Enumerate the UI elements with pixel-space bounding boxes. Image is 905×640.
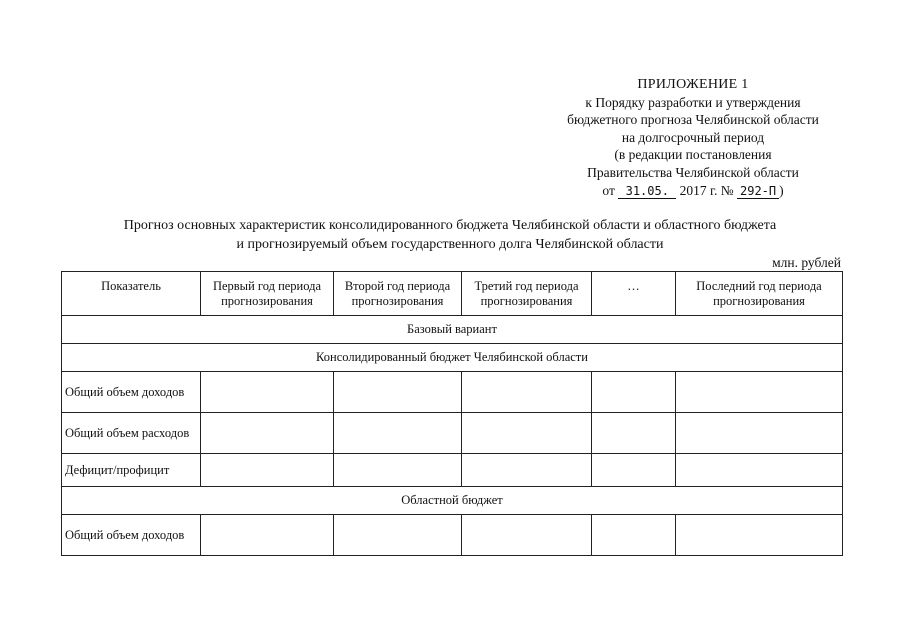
appendix-block [548, 76, 838, 199]
header-third-year: Третий год периода прогнозирования [462, 272, 592, 316]
table-cell [201, 454, 334, 487]
resolution-date: 31.05. [618, 185, 676, 199]
row-label: Общий объем доходов [62, 515, 201, 556]
header-last-year: Последний год периода прогнозирования [676, 272, 843, 316]
table-cell [676, 454, 843, 487]
section-row [62, 316, 843, 344]
appendix-line: Правительства Челябинской области [587, 164, 799, 180]
table-cell [592, 515, 676, 556]
table-cell [676, 413, 843, 454]
row-label: Общий объем расходов [62, 413, 201, 454]
date-prefix: от [602, 182, 615, 198]
section-row [62, 344, 843, 372]
table-cell [201, 413, 334, 454]
units-label: млн. рублей [772, 255, 841, 270]
appendix-line: на долгосрочный период [621, 129, 765, 145]
heading-line-2: и прогнозируемый объем государственного долга Челябинской области [236, 237, 664, 252]
appendix-line: к Порядку разработки и утверждения [585, 94, 801, 110]
appendix-line: (в редакции постановления [614, 147, 772, 163]
table-cell [334, 454, 462, 487]
consolidated-budget-label: Консолидированный бюджет Челябинской области [62, 344, 843, 372]
regional-budget-label: Областной бюджет [62, 487, 843, 515]
table-cell [592, 372, 676, 413]
table-cell [334, 372, 462, 413]
appendix-title: ПРИЛОЖЕНИЕ 1 [637, 77, 749, 92]
table-cell [462, 372, 592, 413]
section-row [62, 487, 843, 515]
closing-paren: ) [779, 182, 784, 198]
table-row [62, 515, 843, 556]
table-row [62, 413, 843, 454]
document-heading [60, 216, 840, 254]
table-cell [334, 515, 462, 556]
heading-line-1: Прогноз основных характеристик консолидированного бюджета Челябинской области и областного бюджета [123, 218, 777, 233]
row-label: Общий объем доходов [62, 372, 201, 413]
table-cell [592, 454, 676, 487]
table-row [62, 372, 843, 413]
forecast-table [61, 271, 843, 556]
row-label: Дефицит/профицит [62, 454, 201, 487]
header-indicator: Показатель [62, 272, 201, 316]
table-cell [676, 372, 843, 413]
header-first-year: Первый год периода прогнозирования [201, 272, 334, 316]
table-cell [462, 515, 592, 556]
appendix-line: бюджетного прогноза Челябинской области [567, 112, 819, 128]
table-cell [334, 413, 462, 454]
header-ellipsis: … [592, 272, 676, 316]
table-row [62, 454, 843, 487]
table-cell [676, 515, 843, 556]
table-cell [201, 515, 334, 556]
resolution-number: 292-П [737, 185, 779, 199]
table-cell [592, 413, 676, 454]
year-number-label: 2017 г. № [679, 182, 734, 198]
header-second-year: Второй год периода прогнозирования [334, 272, 462, 316]
table-cell [462, 413, 592, 454]
appendix-date-line [548, 182, 838, 200]
variant-label: Базовый вариант [62, 316, 843, 344]
table-cell [201, 372, 334, 413]
table-header-row [62, 272, 843, 316]
table-cell [462, 454, 592, 487]
